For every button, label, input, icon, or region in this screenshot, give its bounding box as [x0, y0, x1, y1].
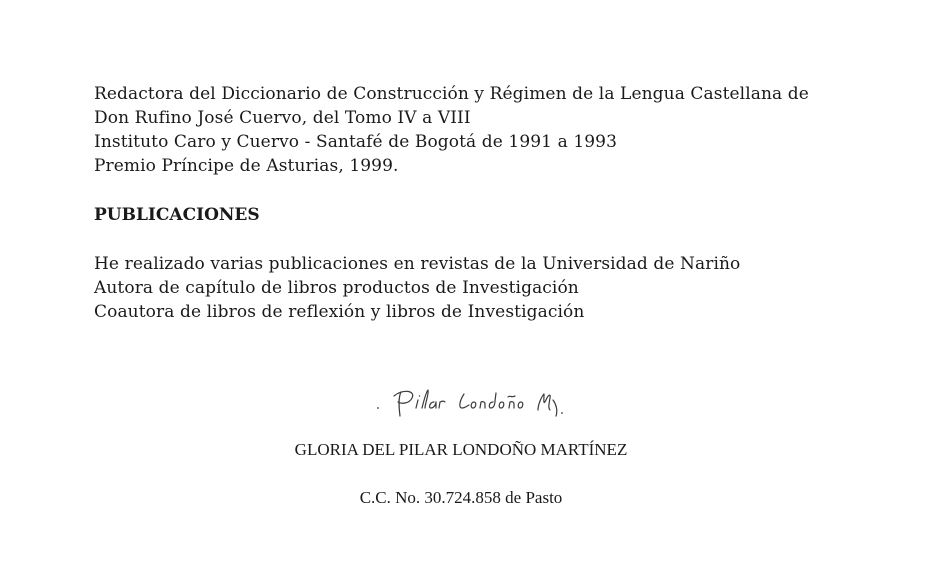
- publications-list: [94, 252, 740, 324]
- signer-name: GLORIA DEL PILAR LONDOÑO MARTÍNEZ: [294, 440, 628, 459]
- intro-line: Redactora del Diccionario de Construcción y Régimen de la Lengua Castellana de: [94, 84, 809, 104]
- publication-item: He realizado varias publicaciones en revistas de la Universidad de Nariño: [94, 254, 741, 274]
- publication-item: Coautora de libros de reflexión y libros de Investigación: [94, 302, 585, 322]
- intro-line: Instituto Caro y Cuervo - Santafé de Bogotá de 1991 a 1993: [94, 132, 617, 152]
- signer-id-number: C.C. No. 30.724.858 de Pasto: [359, 488, 563, 507]
- handwritten-signature: [372, 380, 582, 430]
- publication-item: Autora de capítulo de libros productos de Investigación: [94, 278, 579, 298]
- signature-graphic: [372, 380, 582, 430]
- intro-paragraph: [94, 82, 809, 178]
- intro-line: Don Rufino José Cuervo, del Tomo IV a VIII: [94, 108, 471, 128]
- intro-line: Premio Príncipe de Asturias, 1999.: [94, 156, 399, 176]
- publications-heading: PUBLICACIONES: [94, 205, 260, 225]
